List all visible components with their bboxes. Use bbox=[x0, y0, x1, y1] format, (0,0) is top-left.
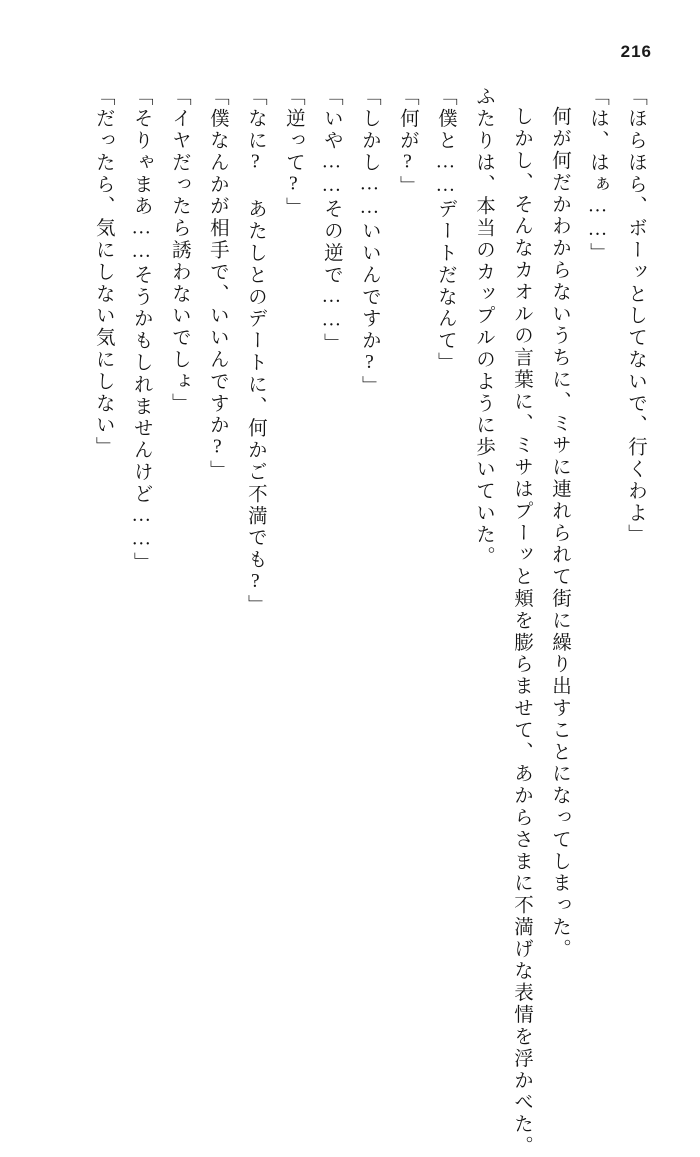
text-line: 「僕と……デートだなんて」 bbox=[434, 86, 456, 374]
vertical-text-body bbox=[92, 86, 654, 1157]
text-line: 「だったら、気にしない気にしない」 bbox=[92, 86, 114, 459]
text-line: 「僕なんかが相手で、いいんですか?」 bbox=[206, 86, 228, 482]
text-line: 「イヤだったら誘わないでしょ」 bbox=[168, 86, 190, 415]
text-line: 何が何だかわからないうちに、ミサに連れられて街に繰り出すことになってしまった。 bbox=[548, 106, 570, 961]
text-line: 「何が?」 bbox=[396, 86, 418, 197]
text-line: 「は、はぁ……」 bbox=[586, 86, 608, 265]
text-line: 「そりゃまあ……そうかもしれませんけど……」 bbox=[130, 86, 152, 574]
text-line: ふたりは、本当のカップルのように歩いていた。 bbox=[472, 86, 494, 568]
text-line: 「しかし……いいんですか?」 bbox=[358, 86, 380, 398]
text-line: 「逆って?」 bbox=[282, 86, 304, 219]
text-line: 「なに? あたしとのデートに、何かご不満でも?」 bbox=[244, 86, 266, 617]
page-number: 216 bbox=[620, 42, 652, 61]
text-line: 「いや……その逆で……」 bbox=[320, 86, 342, 355]
text-line: 「ほらほら、ボーッとしてないで、行くわよ」 bbox=[625, 86, 646, 546]
text-line: しかし、そんなカオルの言葉に、ミサはプーッと頬を膨らませて、あからさまに不満げな表情を浮かべた。 bbox=[510, 106, 532, 1157]
